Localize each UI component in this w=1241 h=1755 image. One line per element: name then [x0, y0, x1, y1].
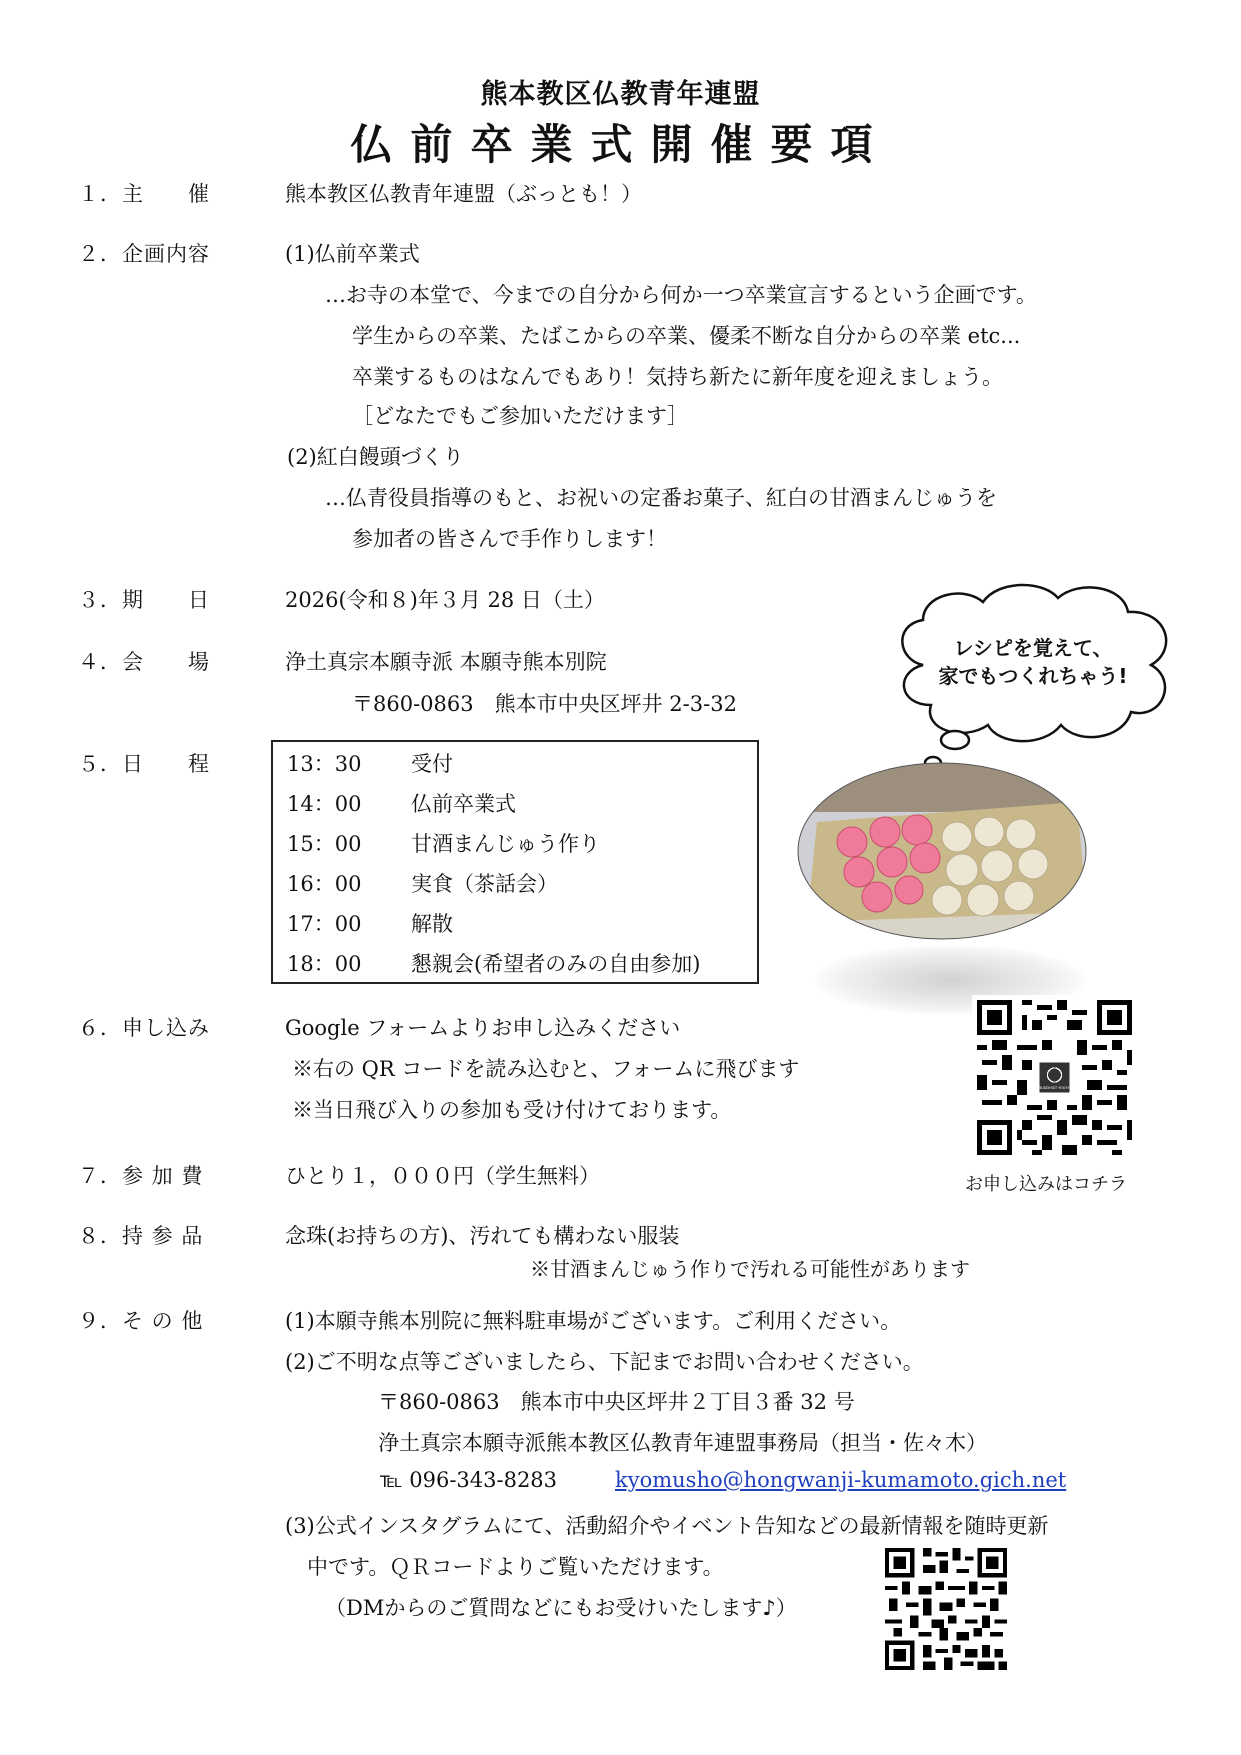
plan-item-2-line: …仏青役員指導のもと、お祝いの定番お菓子、紅白の甘酒まんじゅうを	[325, 486, 997, 510]
section-6-label: ６．申し込み	[78, 1016, 210, 1040]
qr-code-icon	[885, 1548, 1007, 1670]
application-note-qr: ※右の QR コードを読み込むと、フォームに飛びます	[292, 1057, 800, 1081]
qr-code-icon	[972, 995, 1137, 1160]
schedule-time: 16：00	[287, 872, 362, 896]
schedule-row	[287, 828, 600, 858]
plan-item-1-line: 学生からの卒業、たばこからの卒業、優柔不断な自分からの卒業 etc...	[352, 324, 1021, 348]
section-2-label: ２．企画内容	[78, 242, 210, 266]
other-item-2: (2)ご不明な点等ございましたら、下記までお問い合わせください。	[285, 1350, 924, 1374]
section-8-label: ８．持 参 品	[78, 1224, 204, 1248]
application-text: Google フォームよりお申し込みください	[285, 1016, 681, 1040]
other-item-3-line3: （DMからのご質問などにもお受けいたします♪）	[325, 1596, 797, 1620]
qr-center-text	[1039, 1086, 1071, 1090]
schedule-event: 懇親会(希望者のみの自由参加)	[411, 952, 701, 976]
thought-bubble	[883, 580, 1183, 780]
contact-address: 〒860-0863 熊本市中央区坪井２丁目３番 32 号	[378, 1390, 855, 1414]
bubble-text-line1: レシピを覚えて、	[953, 636, 1113, 660]
participation-fee: ひとり１，０００円（学生無料）	[285, 1164, 600, 1188]
schedule-event: 解散	[411, 912, 453, 936]
other-item-1: (1)本願寺熊本別院に無料駐車場がございます。ご利用ください。	[285, 1309, 902, 1333]
schedule-event: 甘酒まんじゅう作り	[411, 832, 600, 856]
contact-tel: ℡ 096-343-8283	[380, 1468, 558, 1492]
schedule-event: 受付	[411, 752, 453, 776]
section-3-label: ３．期 日	[78, 588, 210, 612]
application-qr-code[interactable]	[972, 995, 1137, 1160]
qr-caption: お申し込みはコチラ	[965, 1174, 1127, 1195]
schedule-time: 14：00	[287, 792, 362, 816]
page-title: 仏前卒業式開催要項	[350, 120, 891, 169]
event-date: 2026(令和８)年３月 28 日（土）	[285, 588, 605, 612]
schedule-time: 18：00	[287, 952, 362, 976]
section-9-label: ９．そ の 他	[78, 1309, 204, 1333]
plan-item-1-line: …お寺の本堂で、今までの自分から何か一つ卒業宣言するという企画です。	[325, 283, 1037, 307]
section-5-label: ５．日 程	[78, 752, 210, 776]
bubble-text-line2: 家でもつくれちゃう!	[938, 664, 1128, 688]
schedule-row	[287, 908, 453, 938]
schedule-time: 13：30	[287, 752, 362, 776]
schedule-row	[287, 788, 516, 818]
organization-heading: 熊本教区仏教青年連盟	[480, 79, 761, 110]
schedule-event: 実食（茶話会）	[411, 872, 558, 896]
application-note-walkin: ※当日飛び入りの参加も受け付けております。	[292, 1098, 732, 1122]
venue-address: 〒860-0863 熊本市中央区坪井 2-3-32	[352, 692, 737, 716]
plan-item-1-line: 卒業するものはなんでもあり！気持ち新たに新年度を迎えましょう。	[352, 365, 1003, 389]
venue-name: 浄土真宗本願寺派 本願寺熊本別院	[285, 650, 607, 674]
items-note: ※甘酒まんじゅう作りで汚れる可能性があります	[530, 1257, 970, 1281]
schedule-row	[287, 748, 453, 778]
schedule-time: 17：00	[287, 912, 362, 936]
section-1-label: １．主 催	[78, 182, 210, 206]
organizer-text: 熊本教区仏教青年連盟（ぶっとも！）	[285, 182, 642, 206]
other-item-3-line2: 中です。ＱＲコードよりご覧いただけます。	[307, 1555, 724, 1579]
other-item-3-line1: (3)公式インスタグラムにて、活動紹介やイベント告知などの最新情報を随時更新	[285, 1514, 1049, 1538]
plan-item-1-title: (1)仏前卒業式	[285, 242, 420, 266]
plan-item-1-line: ［どなたでもご参加いただけます］	[352, 404, 688, 428]
contact-email-link[interactable]: kyomusho@hongwanji-kumamoto.gich.net	[615, 1468, 1067, 1492]
plan-item-2-line: 参加者の皆さんで手作りします！	[352, 527, 667, 551]
schedule-row	[287, 948, 700, 978]
manju-photo	[797, 762, 1087, 940]
contact-office: 浄土真宗本願寺派熊本教区仏教青年連盟事務局（担当・佐々木）	[378, 1431, 987, 1455]
plan-item-2-title: (2)紅白饅頭づくり	[287, 445, 464, 469]
items-to-bring: 念珠(お持ちの方)、汚れても構わない服装	[285, 1224, 680, 1248]
schedule-time: 15：00	[287, 832, 362, 856]
section-7-label: ７．参 加 費	[78, 1164, 204, 1188]
instagram-qr-code[interactable]	[885, 1548, 1007, 1670]
schedule-row	[287, 868, 558, 898]
section-4-label: ４．会 場	[78, 650, 210, 674]
schedule-event: 仏前卒業式	[411, 792, 516, 816]
schedule-box	[271, 740, 759, 984]
